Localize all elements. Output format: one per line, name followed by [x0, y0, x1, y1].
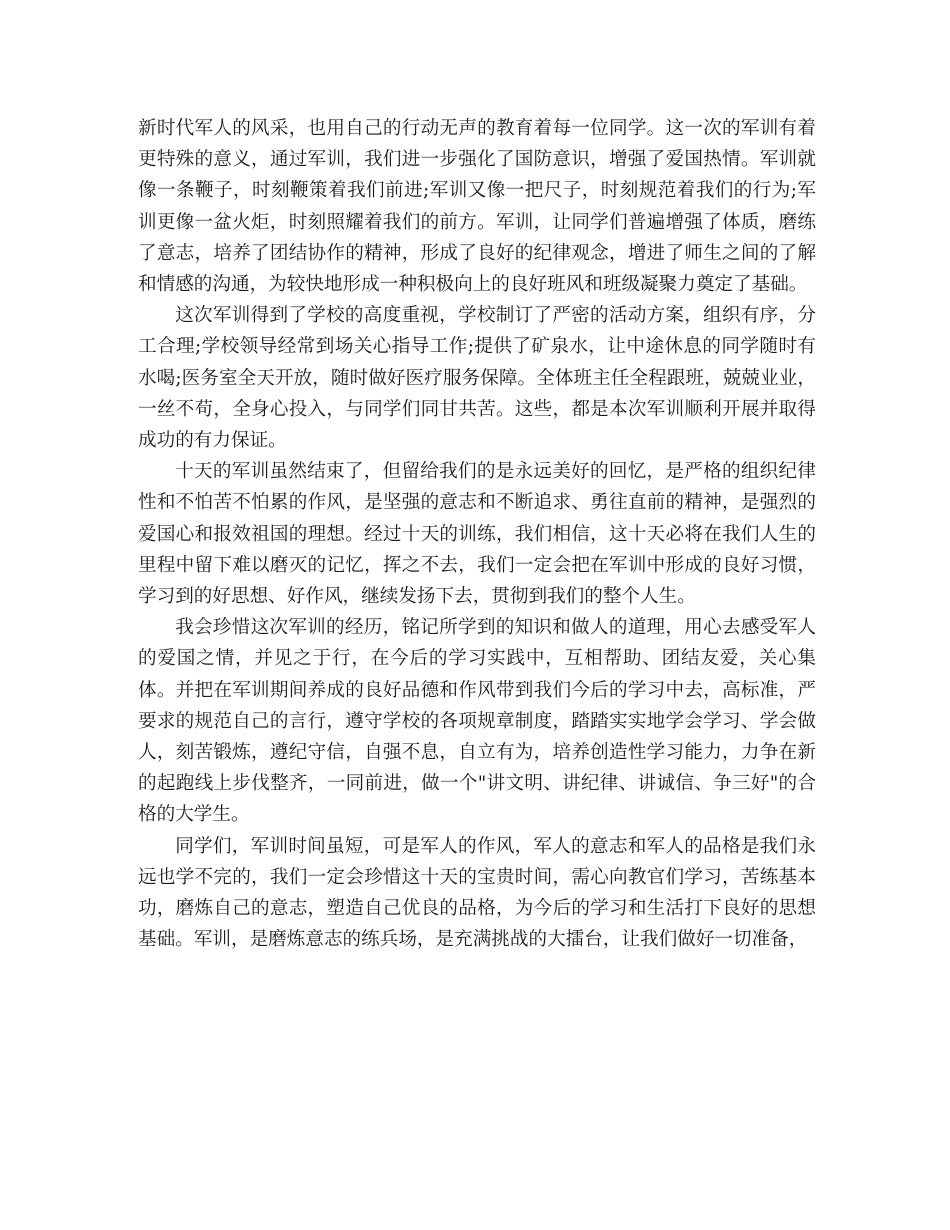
paragraph-continuation: 新时代军人的风采，也用自己的行动无声的教育着每一位同学。这一次的军训有着更特殊的意义，通过军训，我们进一步强化了国防意识，增强了爱国热情。军训就像一条鞭子，时刻鞭策着我们前进;军训又像一把尺子，时刻规范着我们的行为;军训更像一盆火炬，时刻照耀着我们的前方。军训，让同学们普遍增强了体质，磨练了意志，培养了团结协作的精神，形成了良好的纪律观念，增进了师生之间的了解和情感的沟通，为较快地形成一种积极向上的良好班风和班级凝聚力奠定了基础。: [138, 118, 816, 296]
paragraph-cherish-experience: 我会珍惜这次军训的经历，铭记所学到的知识和做人的道理，用心去感受军人的爱国之情，并见之于行，在今后的学习实践中，互相帮助、团结友爱，关心集体。并把在军训期间养成的良好品德和作风带到我们今后的学习中去，高标准，严要求的规范自己的言行，遵守学校的各项规章制度，踏踏实实地学会学习、学会做人，刻苦锻炼，遵纪守信，自强不息，自立有为，培养创造性学习能力，力争在新的起跑线上步伐整齐，一同前进，做一个"讲文明、讲纪律、讲诚信、争三好"的合格的大学生。: [138, 617, 816, 826]
paragraph-school-support: 这次军训得到了学校的高度重视，学校制订了严密的活动方案，组织有序，分工合理;学校领导经常到场关心指导工作;提供了矿泉水，让中途休息的同学随时有水喝;医务室全天开放，随时做好医疗服务保障。全体班主任全程跟班，兢兢业业，一丝不苟，全身心投入，与同学们同甘共苦。这些，都是本次军训顺利开展并取得成功的有力保证。: [138, 305, 816, 452]
paragraph-classmates: 同学们，军训时间虽短，可是军人的作风，军人的意志和军人的品格是我们永远也学不完的，我们一定会珍惜这十天的宝贵时间，需心向教官们学习，苦练基本功，磨炼自己的意志，塑造自己优良的品格，为今后的学习和生活打下良好的思想基础。军训，是磨炼意志的练兵场，是充满挑战的大擂台，让我们做好一切准备，: [138, 835, 816, 951]
document-page: [138, 113, 816, 955]
paragraph-memories: 十天的军训虽然结束了，但留给我们的是永远美好的回忆，是严格的组织纪律性和不怕苦不怕累的作风，是坚强的意志和不断追求、勇往直前的精神，是强烈的爱国心和报效祖国的理想。经过十天的训练，我们相信，这十天必将在我们人生的里程中留下难以磨灭的记忆，挥之不去，我们一定会把在军训中形成的良好习惯，学习到的好思想、好作风，继续发扬下去，贯彻到我们的整个人生。: [138, 461, 816, 608]
